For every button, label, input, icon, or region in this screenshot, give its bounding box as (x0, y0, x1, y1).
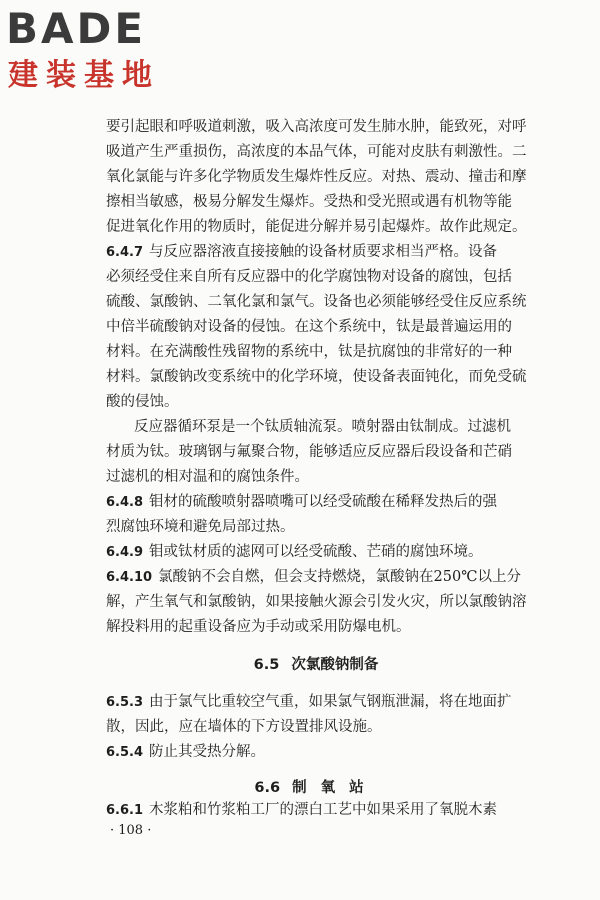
clause-6-4-7 (106, 242, 526, 262)
text-line: 擦相当敏感，极易分解发生爆炸。受热和受光照或遇有机物等能 (106, 194, 512, 210)
text-line: 吸道产生严重损伤，高浓度的本品气体，可能对皮肤有刺激性。二 (106, 144, 526, 160)
text-line: 要引起眼和呼吸道刺激，吸入高浓度可发生肺水肿，能致死，对呼 (106, 119, 526, 135)
text-line: 材料。氯酸钠改变系统中的化学环境，使设备表面钝化，而免受硫 (106, 369, 526, 385)
clause-number: 6.4.9 (106, 545, 144, 560)
text-line: 中倍半硫酸钠对设备的侵蚀。在这个系统中，钛是最普遍运用的 (106, 319, 512, 335)
clause-text: 木浆粕和竹浆粕工厂的漂白工艺中如果采用了氧脱木素 (149, 802, 498, 818)
clause-text: 由于氯气比重较空气重，如果氯气钢瓶泄漏，将在地面扩 (149, 694, 512, 710)
clause-text: 钼材的硫酸喷射器喷嘴可以经受硫酸在稀释发热后的强 (149, 494, 498, 510)
section-title: 制氧站 (292, 780, 378, 796)
clause-text: 防止其受热分解。 (149, 744, 266, 760)
section-heading-6-6 (106, 778, 526, 798)
text-line: 解，产生氧气和氯酸钠，如果接触火源会引发火灾，所以氯酸钠溶 (106, 594, 526, 610)
text-line: 材料。在充满酸性残留物的系统中，钛是抗腐蚀的非常好的一种 (106, 344, 512, 360)
section-heading-6-5 (106, 655, 526, 675)
clause-6-5-3 (106, 692, 526, 712)
clause-number: 6.5.4 (106, 745, 144, 760)
clause-number: 6.6.1 (106, 803, 144, 818)
page-number: · 108 · (110, 823, 152, 838)
logo-chinese-text: 建装基地 (8, 58, 160, 93)
section-number: 6.6 (254, 780, 281, 796)
text-line: 反应器循环泵是一个钛质轴流泵。喷射器由钛制成。过滤机 (134, 419, 511, 435)
clause-6-4-9 (106, 542, 526, 562)
clause-number: 6.5.3 (106, 695, 144, 710)
text-line: 过滤机的相对温和的腐蚀条件。 (106, 469, 309, 485)
clause-text: 氯酸钠不会自燃，但会支持燃烧，氯酸钠在250℃以上分 (158, 569, 521, 585)
clause-number: 6.4.8 (106, 495, 144, 510)
clause-6-4-10 (106, 567, 526, 587)
clause-6-6-1 (106, 800, 526, 820)
text-line: 必须经受住来自所有反应器中的化学腐蚀物对设备的腐蚀，包括 (106, 269, 512, 285)
clause-6-4-8 (106, 492, 526, 512)
clause-text: 钼或钛材质的滤网可以经受硫酸、芒硝的腐蚀环境。 (149, 544, 483, 560)
text-line: 解投料用的起重设备应为手动或采用防爆电机。 (106, 619, 411, 635)
text-line: 酸的侵蚀。 (106, 394, 179, 410)
clause-text: 与反应器溶液直接接触的设备材质要求相当严格。设备 (149, 244, 498, 260)
section-number: 6.5 (253, 657, 280, 673)
text-line: 烈腐蚀环境和避免局部过热。 (106, 519, 295, 535)
section-title: 次氯酸钠制备 (291, 657, 379, 673)
clause-number: 6.4.10 (106, 570, 153, 585)
clause-number: 6.4.7 (106, 245, 144, 260)
text-line: 材质为钛。玻璃钢与氟聚合物，能够适应反应器后段设备和芒硝 (106, 444, 512, 460)
clause-6-5-4 (106, 742, 526, 762)
text-line: 促进氧化作用的物质时，能促进分解并易引起爆炸。故作此规定。 (106, 219, 526, 235)
text-line: 硫酸、氯酸钠、二氧化氯和氯气。设备也必须能够经受住反应系统 (106, 294, 526, 310)
logo-latin-text: BADE (6, 4, 147, 53)
text-line: 散，因此，应在墙体的下方设置排风设施。 (106, 719, 382, 735)
text-line: 氧化氯能与许多化学物质发生爆炸性反应。对热、震动、撞击和摩 (106, 169, 526, 185)
